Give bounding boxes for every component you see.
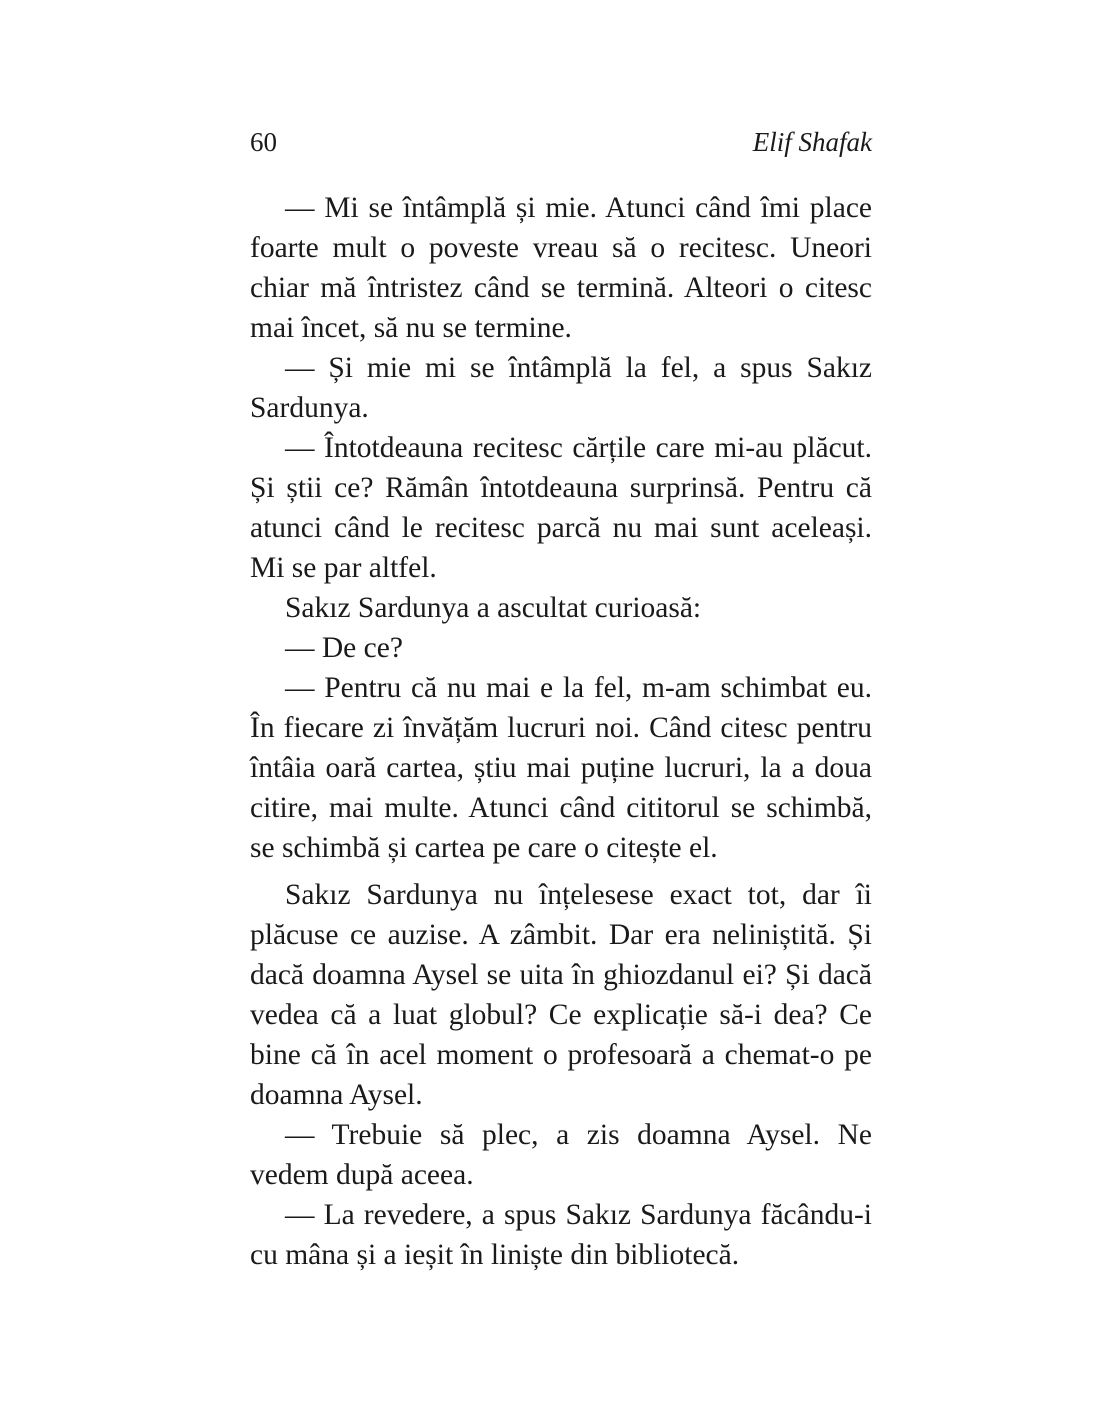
paragraph: Sakız Sardunya a ascultat curioasă: bbox=[285, 592, 702, 624]
paragraph: — De ce? bbox=[285, 632, 403, 664]
paragraph: — Întotdeauna recitesc cărțile care mi-au plăcut. Și știi ce? Rămân întotdeauna surprinsă. Pentru că atunci când le recitesc parcă nu mai sunt aceleași. Mi se par altfel. bbox=[250, 432, 872, 584]
paragraph: — Și mie mi se întâmplă la fel, a spus Sakız Sardunya. bbox=[250, 352, 872, 424]
running-head-author: Elif Shafak bbox=[752, 127, 872, 157]
paragraph: — Pentru că nu mai e la fel, m-am schimbat eu. În fiecare zi învățăm lucruri noi. Când citesc pentru întâia oară cartea, știu mai puține lucruri, la a doua citire, mai multe. Atunci când cititorul se schimbă, se schimbă și cartea pe care o citește el. bbox=[250, 672, 872, 864]
page-number: 60 bbox=[250, 127, 277, 157]
paragraph: — La revedere, a spus Sakız Sardunya făcându-i cu mâna și a ieșit în liniște din bibliotecă. bbox=[250, 1199, 872, 1271]
paragraph: — Mi se întâmplă și mie. Atunci când îmi place foarte mult o poveste vreau să o recitesc. Uneori chiar mă întristez când se termină. Alteori o citesc mai încet, să nu se termine. bbox=[250, 192, 872, 344]
paragraph: Sakız Sardunya nu înțelesese exact tot, dar îi plăcuse ce auzise. A zâmbit. Dar era neliniștită. Și dacă doamna Aysel se uita în ghiozdanul ei? Și dacă vedea că a luat globul? Ce explicație să-i dea? Ce bine că în acel moment o profesoară a chemat-o pe doamna Aysel. bbox=[250, 879, 872, 1111]
paragraph: — Trebuie să plec, a zis doamna Aysel. Ne vedem după aceea. bbox=[250, 1119, 872, 1191]
body-text bbox=[250, 188, 872, 1275]
